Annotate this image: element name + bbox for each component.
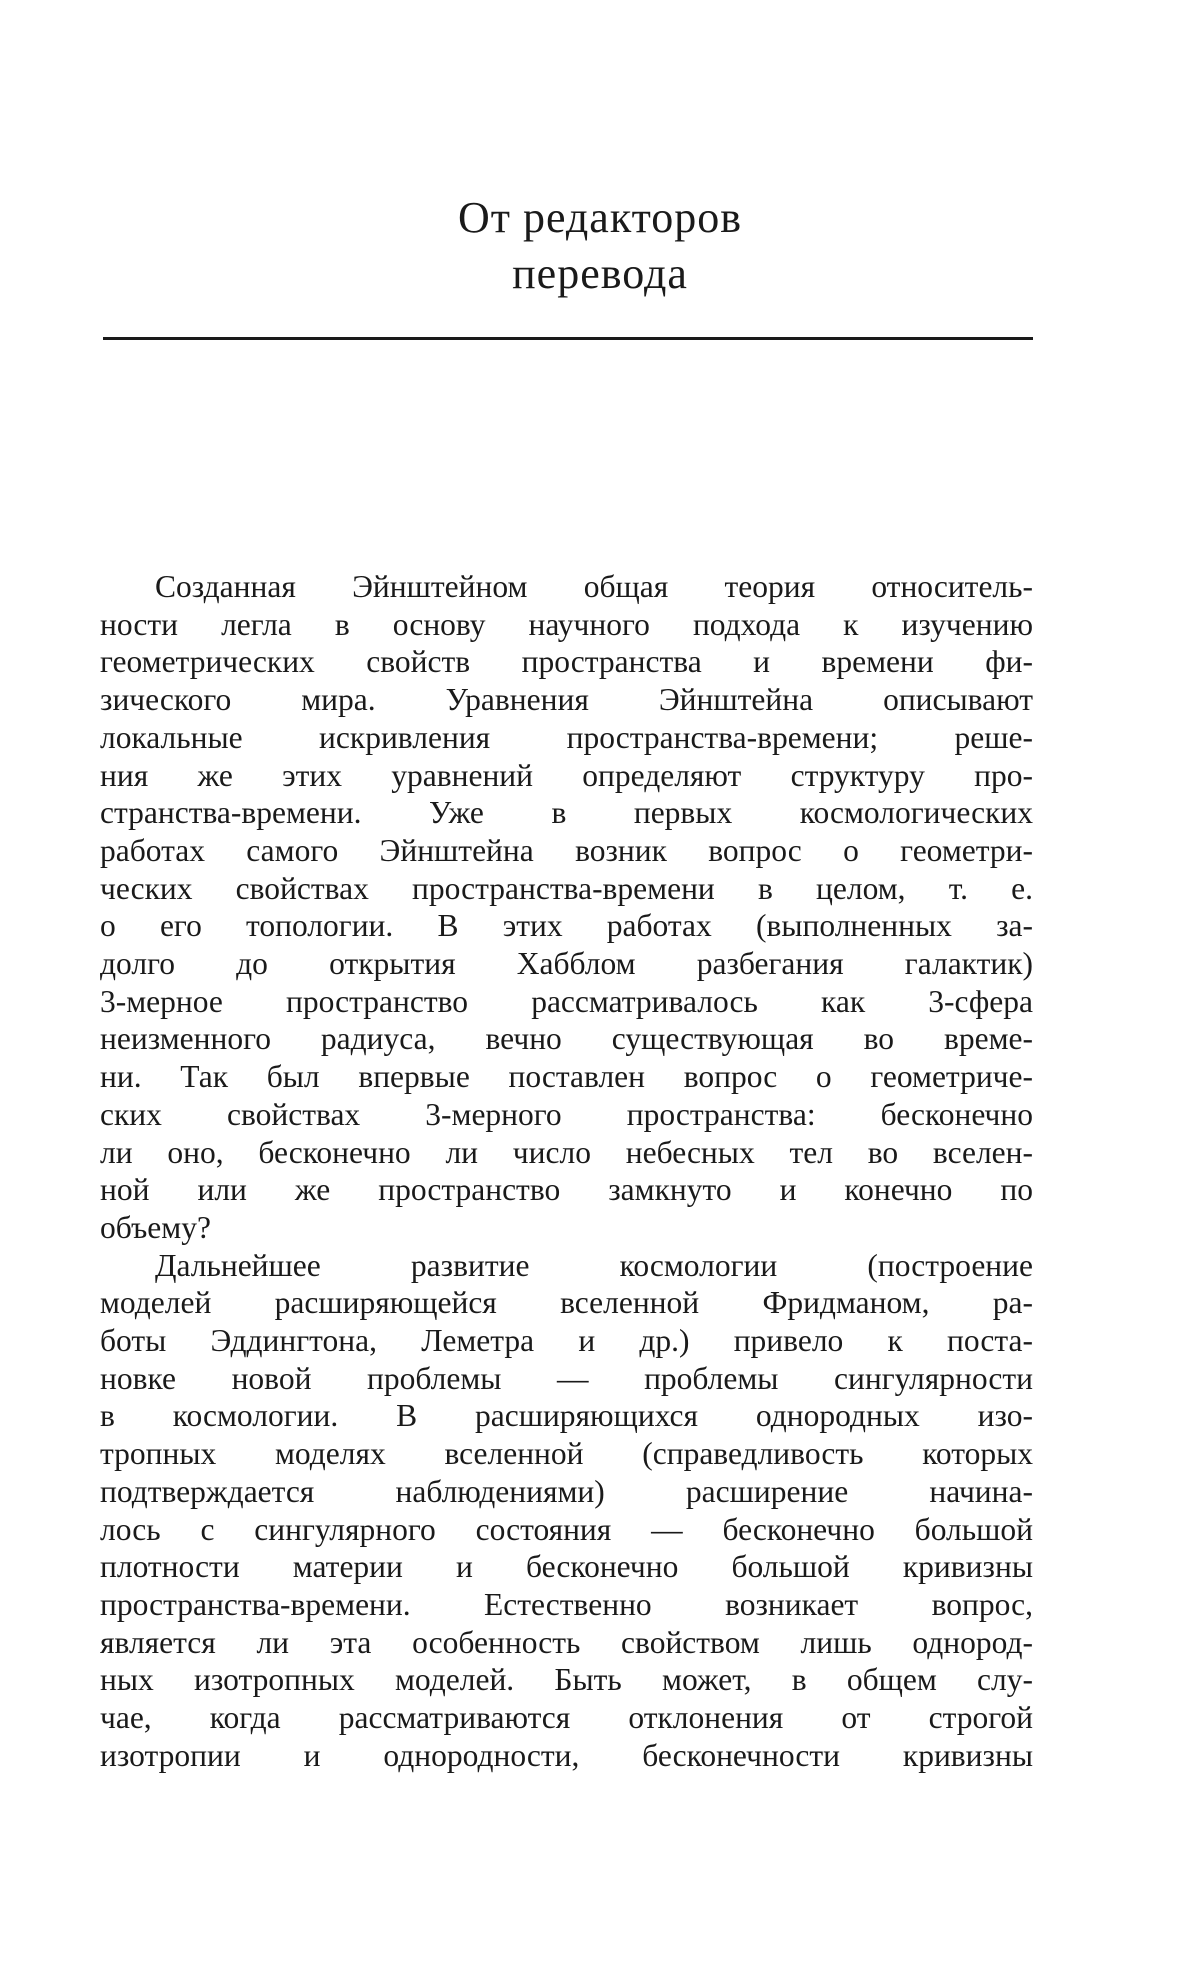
- text-line: лось с сингулярного состояния — бесконечно большой: [100, 1511, 1033, 1547]
- text-line: изотропии и однородности, бесконечности кривизны: [100, 1737, 1033, 1773]
- title-line-1: От редакторов: [457, 193, 743, 242]
- text-line: о его топологии. В этих работах (выполненных за-: [100, 908, 1033, 944]
- title-underline: [103, 337, 1033, 340]
- text-line: ной или же пространство замкнуто и конечно по: [100, 1172, 1033, 1208]
- text-line: боты Эддингтона, Леметра и др.) привело к поста-: [100, 1323, 1033, 1359]
- text-line: ли оно, бесконечно ли число небесных тел во вселен-: [100, 1134, 1033, 1170]
- text-line: ных изотропных моделей. Быть может, в общем слу-: [100, 1662, 1033, 1698]
- text-line: подтверждается наблюдениями) расширение начина-: [100, 1473, 1033, 1509]
- text-line: локальные искривления пространства-времени; реше-: [100, 719, 1033, 755]
- text-line: ческих свойствах пространства-времени в целом, т. е.: [100, 870, 1033, 906]
- text-line: геометрических свойств пространства и времени фи-: [100, 644, 1033, 680]
- text-line: ния же этих уравнений определяют структуру про-: [100, 757, 1033, 793]
- text-line: ности легла в основу научного подхода к изучению: [100, 606, 1033, 642]
- text-line: неизменного радиуса, вечно существующая во време-: [100, 1021, 1033, 1057]
- page-title: [100, 190, 1100, 302]
- text-line: тропных моделях вселенной (справедливость которых: [100, 1436, 1033, 1472]
- text-line-last: объему?: [100, 1209, 211, 1245]
- text-line: 3-мерное пространство рассматривалось как 3-сфера: [100, 983, 1033, 1019]
- text-line: ни. Так был впервые поставлен вопрос о геометриче-: [100, 1059, 1033, 1095]
- title-line-2: перевода: [512, 249, 688, 298]
- text-line: чае, когда рассматриваются отклонения от строгой: [100, 1700, 1033, 1736]
- text-line: в космологии. В расширяющихся однородных изо-: [100, 1398, 1033, 1434]
- body-text: [100, 568, 1033, 1775]
- text-line: ских свойствах 3-мерного пространства: бесконечно: [100, 1096, 1033, 1132]
- text-line: Дальнейшее развитие космологии (построение: [155, 1247, 1033, 1283]
- text-line: Созданная Эйнштейном общая теория относитель-: [155, 569, 1033, 604]
- text-line: плотности материи и бесконечно большой кривизны: [100, 1549, 1033, 1585]
- text-line: долго до открытия Хабблом разбегания галактик): [100, 946, 1033, 982]
- text-line: моделей расширяющейся вселенной Фридманом, ра-: [100, 1285, 1033, 1321]
- text-line: пространства-времени. Естественно возникает вопрос,: [100, 1586, 1033, 1622]
- text-line: зического мира. Уравнения Эйнштейна описывают: [100, 682, 1033, 718]
- text-line: новке новой проблемы — проблемы сингулярности: [100, 1360, 1033, 1396]
- paragraphs: [100, 568, 1033, 1775]
- text-line: странства-времени. Уже в первых космологических: [100, 795, 1033, 831]
- text-line: является ли эта особенность свойством лишь однород-: [100, 1624, 1033, 1660]
- text-line: работах самого Эйнштейна возник вопрос о геометри-: [100, 832, 1033, 868]
